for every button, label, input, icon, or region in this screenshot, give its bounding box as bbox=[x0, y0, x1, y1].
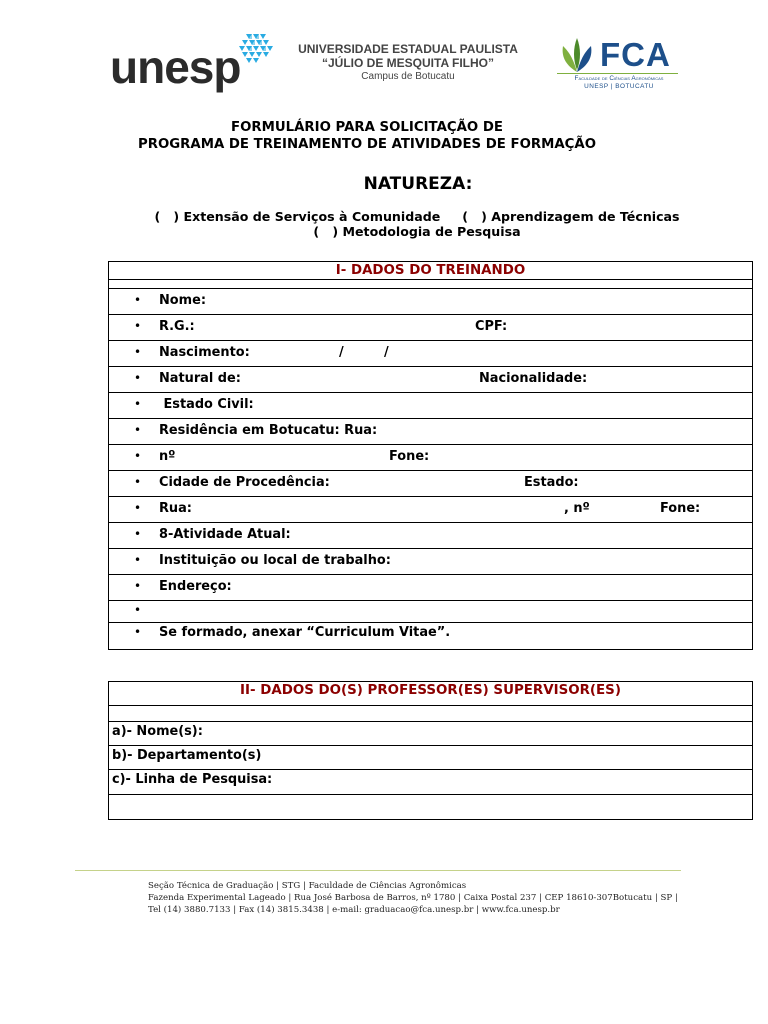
university-subtitle: “JÚLIO DE MESQUITA FILHO” bbox=[321, 56, 494, 70]
bullet: • bbox=[134, 603, 142, 617]
fca-divider bbox=[557, 73, 678, 74]
natureza-heading: NATUREZA: bbox=[363, 174, 473, 194]
natureza-options-line1: ( ) Extensão de Serviços à Comunidade ( ) Aprendizagem de Técnicas bbox=[154, 209, 680, 224]
table-row[interactable] bbox=[109, 746, 752, 770]
fca-subtitle bbox=[558, 75, 680, 91]
fca-campus: UNESP | BOTUCATU bbox=[584, 83, 654, 90]
table-row[interactable] bbox=[109, 770, 752, 795]
field-supervisor-linha-pesquisa: c)- Linha de Pesquisa: bbox=[112, 772, 273, 787]
field-fone: Fone: bbox=[389, 449, 430, 464]
field-fone-2: Fone: bbox=[660, 501, 701, 516]
bullet: • bbox=[134, 553, 142, 567]
table-row[interactable] bbox=[109, 419, 752, 445]
campus-name: Campus de Botucatu bbox=[361, 71, 455, 82]
table-row[interactable] bbox=[109, 497, 752, 523]
section1-title: I- DADOS DO TREINANDO bbox=[109, 262, 752, 280]
field-endereco: Endereço: bbox=[159, 579, 232, 594]
bullet: • bbox=[134, 371, 142, 385]
fca-logo: FCA bbox=[600, 36, 671, 73]
footer-line3: Tel (14) 3880.7133 | Fax (14) 3815.3438 | e-mail: graduacao@fca.unesp.br | www.fca.unesp.br bbox=[148, 905, 560, 915]
footer-divider bbox=[75, 870, 681, 871]
date-separator: / bbox=[339, 345, 344, 360]
field-estado: Estado: bbox=[524, 475, 579, 490]
table-row[interactable] bbox=[109, 289, 752, 315]
field-natural-de: Natural de: bbox=[159, 371, 241, 386]
field-cpf: CPF: bbox=[475, 319, 508, 334]
table-row[interactable] bbox=[109, 341, 752, 367]
field-nome: Nome: bbox=[159, 293, 206, 308]
fca-faculty-name: Faculdade de Ciências Agronômicas bbox=[574, 75, 664, 82]
bullet: • bbox=[134, 527, 142, 541]
university-name-block bbox=[288, 42, 528, 83]
table-row[interactable] bbox=[109, 623, 752, 651]
bullet: • bbox=[134, 319, 142, 333]
date-separator: / bbox=[384, 345, 389, 360]
unesp-logo: unesp bbox=[110, 41, 241, 93]
section2-title: II- DADOS DO(S) PROFESSOR(ES) SUPERVISOR(ES) bbox=[109, 682, 752, 706]
bullet: • bbox=[134, 579, 142, 593]
field-numero-2: , nº bbox=[564, 501, 590, 516]
table-row[interactable] bbox=[109, 575, 752, 601]
field-nascimento: Nascimento: bbox=[159, 345, 250, 360]
trainee-data-table bbox=[108, 261, 753, 650]
form-title-line2: PROGRAMA DE TREINAMENTO DE ATIVIDADES DE FORMAÇÃO bbox=[137, 137, 596, 152]
field-cidade-procedencia: Cidade de Procedência: bbox=[159, 475, 330, 490]
unesp-triangle-logo-icon bbox=[236, 34, 276, 68]
footer-line2: Fazenda Experimental Lageado | Rua José Barbosa de Barros, nº 1780 | Caixa Postal 237 | CEP 18610-307Botucatu | SP | bbox=[148, 893, 678, 903]
bullet: • bbox=[134, 625, 142, 639]
bullet: • bbox=[134, 475, 142, 489]
bullet: • bbox=[134, 345, 142, 359]
table-row[interactable] bbox=[109, 722, 752, 746]
bullet: • bbox=[134, 397, 142, 411]
field-residencia: Residência em Botucatu: Rua: bbox=[159, 423, 378, 438]
supervisor-data-table bbox=[108, 681, 753, 820]
table-row[interactable] bbox=[109, 315, 752, 341]
table-spacer-row bbox=[109, 706, 752, 722]
bullet: • bbox=[134, 501, 142, 515]
field-atividade-atual: 8-Atividade Atual: bbox=[159, 527, 291, 542]
field-supervisor-departamento: b)- Departamento(s) bbox=[112, 748, 262, 763]
table-row[interactable] bbox=[109, 471, 752, 497]
table-row[interactable] bbox=[109, 601, 752, 623]
field-nacionalidade: Nacionalidade: bbox=[479, 371, 588, 386]
form-title-line1: FORMULÁRIO PARA SOLICITAÇÃO DE bbox=[231, 120, 503, 135]
field-rg: R.G.: bbox=[159, 319, 195, 334]
field-supervisor-nome: a)- Nome(s): bbox=[112, 724, 203, 739]
field-estado-civil: Estado Civil: bbox=[159, 397, 254, 412]
field-curriculum-note: Se formado, anexar “Curriculum Vitae”. bbox=[159, 625, 451, 640]
fca-leaf-logo-icon bbox=[555, 36, 599, 74]
table-row[interactable] bbox=[109, 795, 752, 819]
bullet: • bbox=[134, 293, 142, 307]
table-row[interactable] bbox=[109, 445, 752, 471]
field-rua: Rua: bbox=[159, 501, 192, 516]
footer-line1: Seção Técnica de Graduação | STG | Faculdade de Ciências Agronômicas bbox=[148, 881, 467, 891]
bullet: • bbox=[134, 449, 142, 463]
field-numero: nº bbox=[159, 449, 176, 464]
table-row[interactable] bbox=[109, 393, 752, 419]
university-name: UNIVERSIDADE ESTADUAL PAULISTA bbox=[298, 42, 518, 56]
bullet: • bbox=[134, 423, 142, 437]
table-row[interactable] bbox=[109, 549, 752, 575]
field-instituicao: Instituição ou local de trabalho: bbox=[159, 553, 391, 568]
table-row[interactable] bbox=[109, 367, 752, 393]
table-row[interactable] bbox=[109, 523, 752, 549]
natureza-options-line2: ( ) Metodologia de Pesquisa bbox=[313, 224, 521, 239]
table-spacer-row bbox=[109, 280, 752, 289]
